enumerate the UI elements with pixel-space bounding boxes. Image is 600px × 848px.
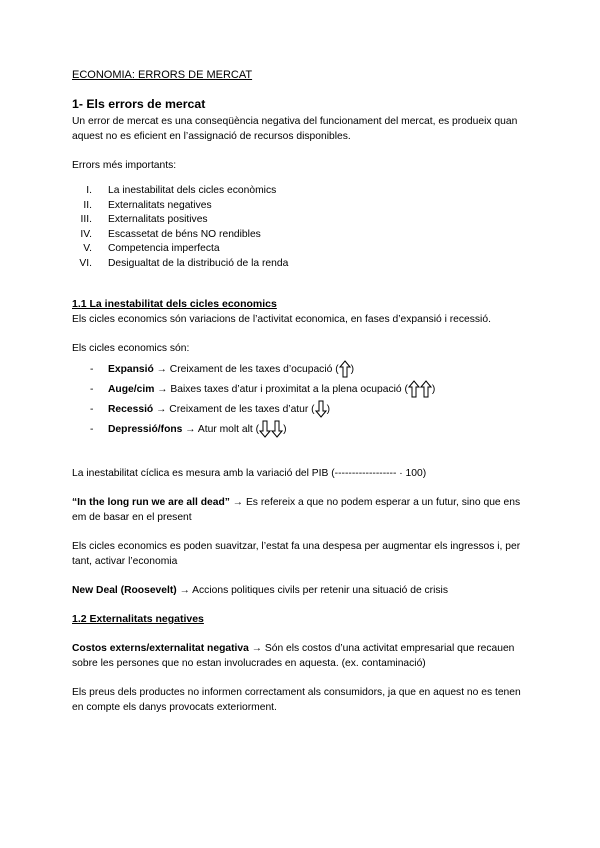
up-arrow-icon bbox=[339, 360, 351, 378]
section-1-heading: 1- Els errors de mercat bbox=[72, 97, 206, 111]
list-item bbox=[72, 227, 532, 242]
section-1-1-heading: 1.1 La inestabilitat dels cicles economics bbox=[72, 297, 277, 310]
list-item: - Depressió/fons → Atur molt alt ( ) bbox=[72, 420, 532, 440]
phase-desc: → Creixament de les taxes d’atur ( bbox=[153, 403, 315, 415]
section-1-1-intro: Els cicles economics són variacions de l’activitat economica, en fases d’expansió i recessió. bbox=[72, 313, 491, 325]
list-item-text: La inestabilitat dels cicles econòmics bbox=[108, 185, 277, 196]
list-item-text: Escassetat de béns NO rendibles bbox=[108, 228, 261, 240]
external-costs-term: Costos externs/externalitat negativa bbox=[72, 642, 249, 654]
errors-list bbox=[72, 183, 532, 271]
document-title: ECONOMIA: ERRORS DE MERCAT bbox=[72, 69, 253, 81]
down-arrow-icon bbox=[259, 420, 271, 438]
new-deal-paragraph bbox=[72, 583, 532, 598]
phases-intro: Els cicles economics són: bbox=[72, 342, 190, 354]
list-item-text: Externalitats negatives bbox=[108, 199, 212, 211]
up-arrow-icon bbox=[420, 380, 432, 398]
document-page bbox=[72, 68, 532, 715]
prices-paragraph: Els preus dels productes no informen correctament als consumidors, ja que en aquest no es tenen en compte els danys provocats exteriorment. bbox=[72, 686, 521, 713]
list-item bbox=[72, 183, 532, 198]
list-item: - Auge/cim → Baixes taxes d’atur i proximitat a la plena ocupació ( ) bbox=[72, 380, 532, 400]
new-deal-desc: → Accions politiques civils per retenir una situació de crisis bbox=[176, 584, 448, 596]
list-item-text: Competencia imperfecta bbox=[108, 243, 220, 255]
list-item-text: Externalitats positives bbox=[108, 214, 208, 226]
up-arrow-icon bbox=[408, 380, 420, 398]
external-costs-desc: → Són els costos d’una activitat empresarial que recauen sobre les persones que no estan involucrades en aquesta. (ex. contaminació) bbox=[72, 642, 515, 669]
quote-desc: → Es refereix a que no podem esperar a un futur, sino que ens em de basar en el present bbox=[72, 496, 521, 523]
list-item-number: I. bbox=[86, 185, 92, 196]
errors-list-intro: Errors més importants: bbox=[72, 160, 177, 171]
list-item bbox=[72, 198, 532, 213]
list-item: - Recessió → Creixament de les taxes d’atur ( ) bbox=[72, 400, 532, 420]
down-arrow-icon bbox=[271, 420, 283, 438]
list-item: - Expansió → Creixament de les taxes d’ocupació ( ) bbox=[72, 360, 532, 380]
phase-term: Expansió bbox=[108, 363, 154, 375]
phase-desc: → Creixament de les taxes d’ocupació ( bbox=[153, 363, 339, 375]
new-deal-term: New Deal (Roosevelt) bbox=[72, 584, 177, 596]
list-item-number: VI. bbox=[79, 257, 92, 269]
down-arrow-icon bbox=[315, 400, 327, 418]
external-costs-paragraph bbox=[72, 641, 532, 671]
pib-measure-text: La inestabilitat cíclica es mesura amb la variació del PIB (------------------ · 100) bbox=[72, 467, 427, 479]
list-item-number: V. bbox=[83, 243, 92, 255]
phase-term: Recessió bbox=[108, 403, 154, 415]
section-1-intro: Un error de mercat es una conseqüència negativa del funcionament del mercat, es produeix quan aquest no es eficient en l’assignació de recursos disponibles. bbox=[72, 116, 518, 142]
list-item-number: III. bbox=[80, 214, 92, 226]
list-item bbox=[72, 256, 532, 271]
phases-list bbox=[72, 360, 532, 440]
list-item-number: IV. bbox=[80, 228, 92, 240]
smoothing-paragraph: Els cicles economics es poden suavitzar, l’estat fa una despesa per augmentar els ingressos i, per tant, activar l’economia bbox=[72, 540, 521, 567]
phase-desc: → Baixes taxes d’atur i proximitat a la plena ocupació ( bbox=[154, 383, 408, 395]
phase-term: Auge/cim bbox=[108, 383, 155, 395]
list-item bbox=[72, 241, 532, 256]
list-item-text: Desigualtat de la distribució de la renda bbox=[108, 257, 289, 269]
quote-paragraph bbox=[72, 495, 532, 525]
phase-desc: → Atur molt alt ( bbox=[182, 423, 260, 435]
section-1-2-heading: 1.2 Externalitats negatives bbox=[72, 612, 204, 625]
list-item bbox=[72, 212, 532, 227]
phase-term: Depressió/fons bbox=[108, 423, 183, 435]
list-item-number: II. bbox=[83, 199, 92, 211]
quote-term: “In the long run we are all dead” bbox=[72, 496, 230, 508]
